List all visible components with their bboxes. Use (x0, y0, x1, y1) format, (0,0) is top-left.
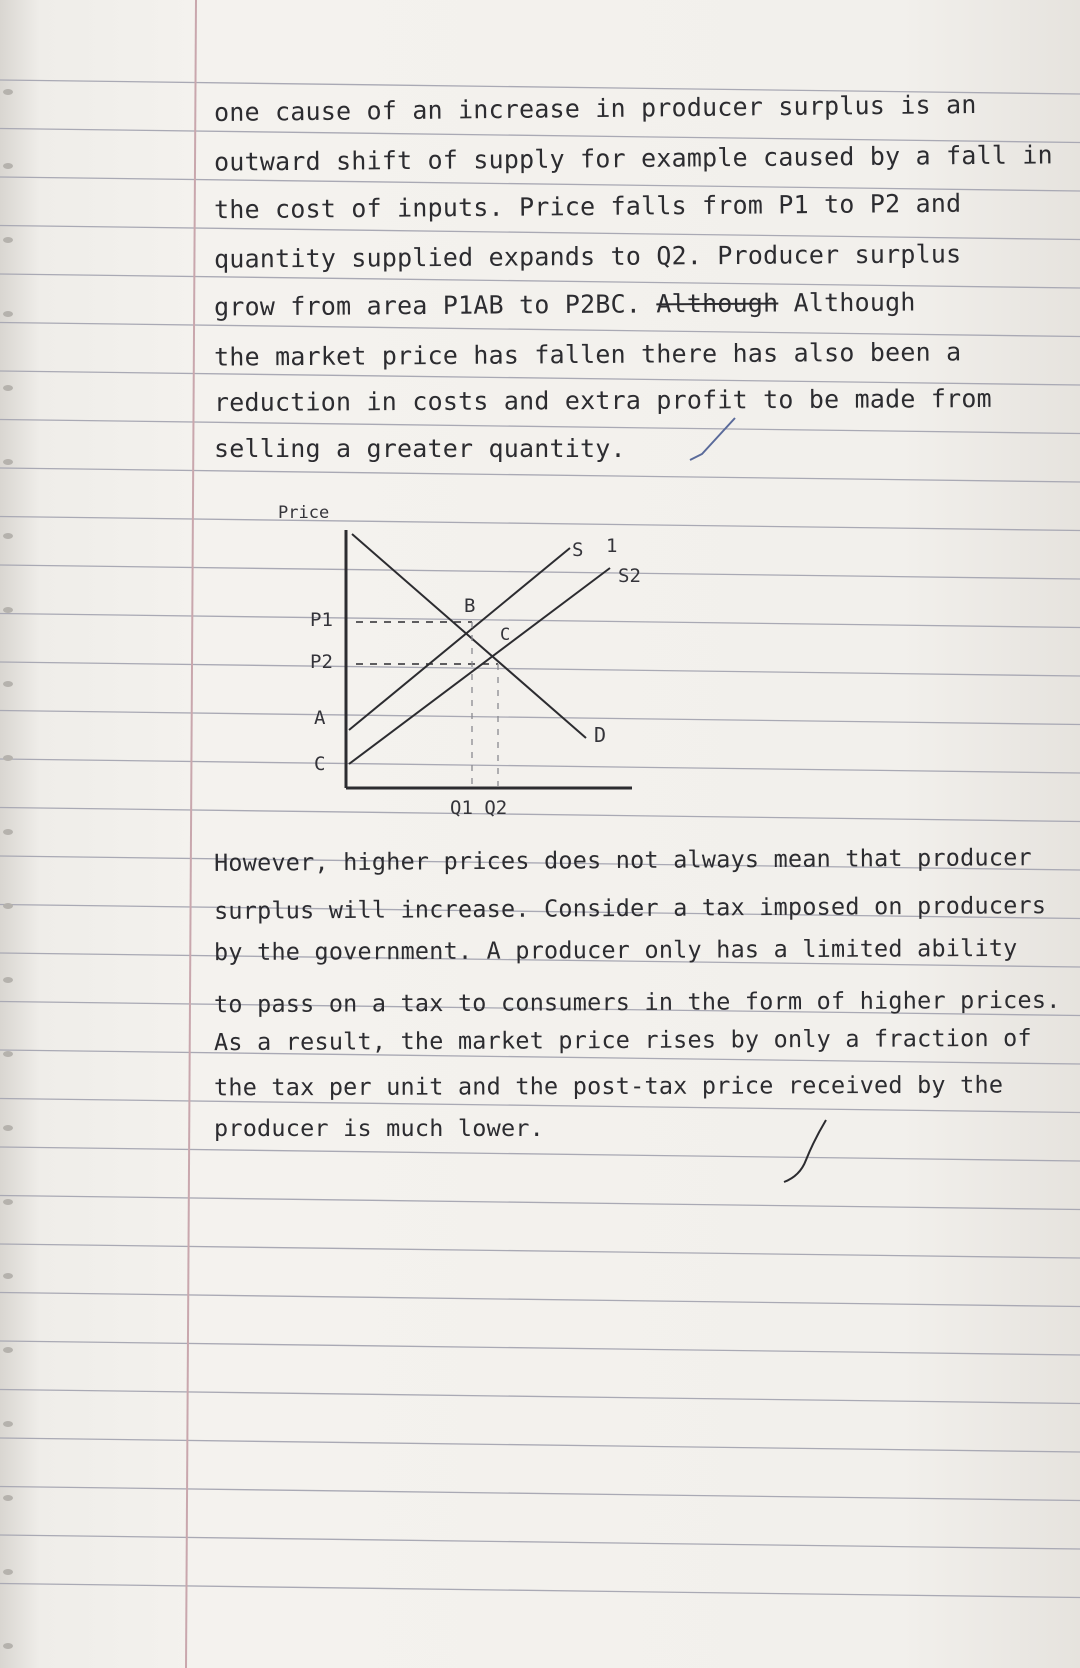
label-a: A (314, 707, 326, 729)
label-p1: P1 (310, 609, 333, 631)
text-line: the tax per unit and the post-tax price received by the (213, 1070, 1004, 1102)
text-line: quantity supplied expands to Q2. Producer surplus (213, 239, 962, 274)
label-s2: S2 (618, 565, 641, 587)
label-quantities: Q1 Q2 (450, 797, 508, 819)
crossed-out-word: Although (656, 288, 779, 319)
text-line: the market price has fallen there has also been a (213, 337, 962, 372)
text-line: reduction in costs and extra profit to be made from (213, 383, 992, 418)
text-line: selling a greater quantity. (214, 434, 626, 463)
text-line: As a result, the market price rises by only a fraction of (213, 1023, 1032, 1057)
text-line: producer is much lower. (214, 1114, 545, 1142)
label-point-b: B (464, 595, 476, 617)
text-line: However, higher prices does not always mean that producer (213, 843, 1032, 877)
y-axis-label: Price (278, 503, 330, 523)
label-p2: P2 (310, 651, 333, 673)
text-segment: Although (793, 287, 916, 318)
label-point-c: C (500, 625, 511, 645)
text-line: surplus will increase. Consider a tax imposed on producers (213, 891, 1047, 925)
text-segment: grow from area P1AB to P2BC. (213, 289, 642, 322)
text-line: the cost of inputs. Price falls from P1 to P2 and (213, 188, 962, 225)
text-line: one cause of an increase in producer surplus is an (213, 90, 977, 127)
label-s1: S (572, 539, 584, 561)
text-line: outward shift of supply for example caused by a fall in (213, 140, 1053, 177)
label-demand: D (594, 723, 607, 747)
text-line: to pass on a tax to consumers in the form of higher prices. (213, 985, 1061, 1019)
label-c-origin: C (314, 753, 326, 775)
label-s1-mark: 1 (606, 535, 618, 557)
text-line: by the government. A producer only has a limited ability (213, 933, 1018, 967)
